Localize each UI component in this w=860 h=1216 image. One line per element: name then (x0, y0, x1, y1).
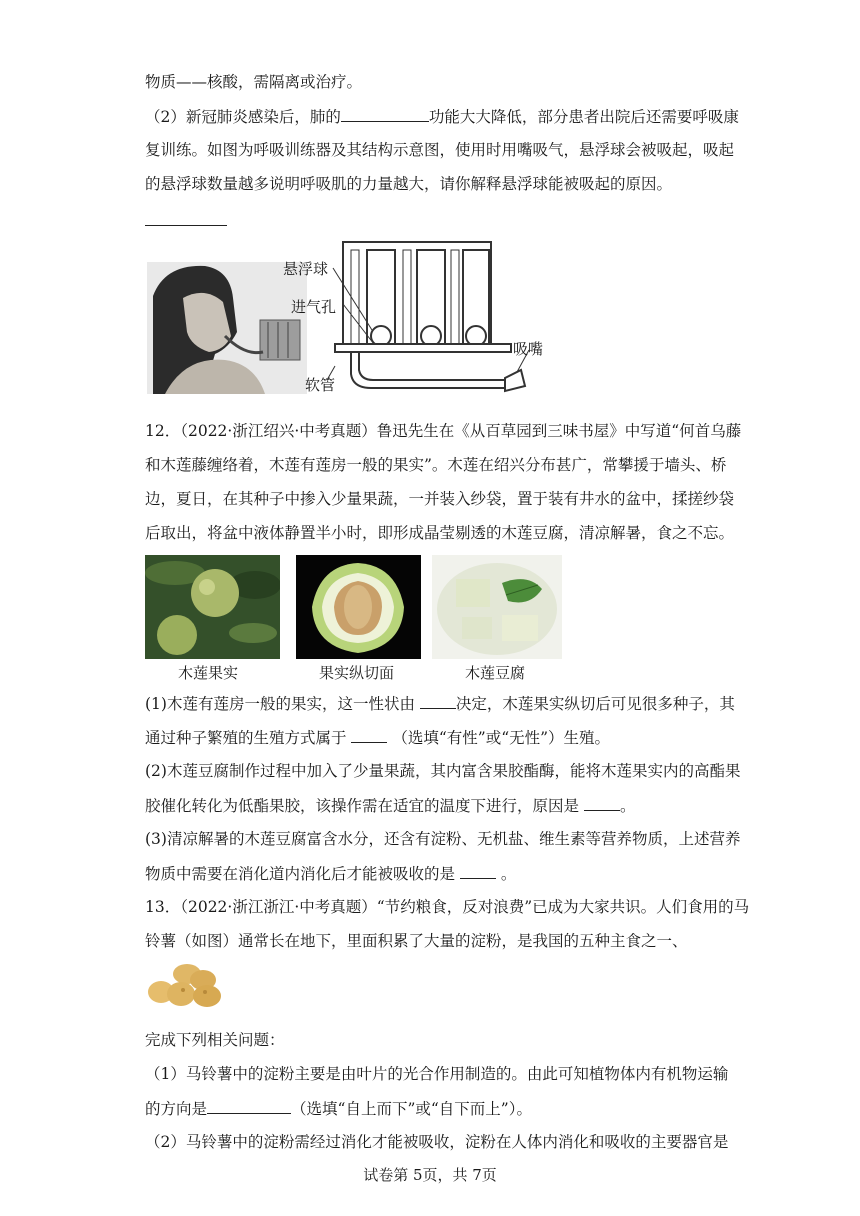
line-text: 13．（2022·浙江浙江·中考真题）“节约粮食，反对浪费”已成为大家共识。人们食用的马 (145, 898, 750, 916)
line-text: 铃薯（如图）通常长在地下，里面积累了大量的淀粉，是我国的五种主食之一、 (145, 932, 688, 950)
text-line (145, 489, 734, 509)
text-line (145, 761, 740, 781)
line-text: 胶催化转化为低酯果胶，该操作需在适宜的温度下进行，原因是 (145, 797, 584, 815)
answer-blank[interactable] (351, 727, 387, 743)
line-text: 功能大大降低，部分患者出院后还需要呼吸康 (428, 108, 739, 126)
text-line (145, 727, 610, 748)
answer-blank[interactable] (145, 210, 227, 226)
line-text: 物质——核酸，需隔离或治疗。 (145, 73, 363, 91)
line-text: （2）新冠肺炎感染后，肺的 (145, 108, 341, 126)
line-text: (2)木莲豆腐制作过程中加入了少量果蔬，其内富含果胶酯酶，能将木莲果实内的高酯果 (145, 762, 741, 780)
answer-blank[interactable] (341, 106, 429, 122)
line-text: 和木莲藤缠络着，木莲有莲房一般的果实”。木莲在绍兴分布甚广，常攀援于墙头、桥 (145, 456, 727, 474)
line-text: （选填“有性”或“无性”）生殖。 (387, 729, 611, 747)
text-line (145, 421, 741, 441)
text-line (145, 174, 672, 194)
line-text: （2）马铃薯中的淀粉需经过消化才能被吸收，淀粉在人体内消化和吸收的主要器官是 (145, 1133, 729, 1151)
photo-caption-tofu: 木莲豆腐 (465, 664, 526, 682)
text-line (145, 1030, 285, 1050)
section-photo (296, 555, 421, 659)
line-text: （1）马铃薯中的淀粉主要是由叶片的光合作用制造的。由此可知植物体内有机物运输 (145, 1065, 729, 1083)
breathing-trainer-illustration (145, 236, 555, 396)
potato-illustration (145, 960, 225, 1010)
line-text: 的方向是 (145, 1100, 208, 1118)
line-text: 通过种子繁殖的生殖方式属于 (145, 729, 352, 747)
line-text: (1)木莲有莲房一般的果实，这一性状由 (145, 695, 420, 713)
answer-blank[interactable] (420, 693, 456, 709)
fruit-photo (145, 555, 280, 659)
figure-label-inlet: 进气孔 (291, 298, 337, 316)
answer-blank[interactable] (460, 863, 496, 879)
line-text: 。 (495, 865, 517, 883)
photo-caption-section: 果实纵切面 (319, 664, 395, 682)
text-line (145, 72, 362, 92)
line-text: 复训练。如图为呼吸训练器及其结构示意图，使用时用嘴吸气，悬浮球会被吸起，吸起 (145, 141, 735, 159)
answer-blank[interactable] (207, 1098, 291, 1114)
line-text: 。 (619, 797, 636, 815)
line-text: 边，夏日，在其种子中掺入少量果蔬，一并装入纱袋，置于装有井水的盆中，揉搓纱袋 (145, 490, 735, 508)
figure-label-mouthpiece: 吸嘴 (513, 340, 544, 358)
text-line (145, 1132, 728, 1152)
line-text: 物质中需要在消化道内消化后才能被吸收的是 (145, 865, 460, 883)
mulian-photo-tofu (432, 555, 562, 659)
text-line (145, 1064, 728, 1084)
text-line (145, 795, 635, 816)
breathing-trainer-figure (145, 236, 555, 396)
text-line (145, 829, 740, 849)
potato-image (145, 960, 225, 1010)
mulian-photo-section (296, 555, 421, 659)
tofu-photo (432, 555, 562, 659)
line-text: 的悬浮球数量越多说明呼吸肌的力量越大，请你解释悬浮球能被吸起的原因。 (145, 175, 673, 193)
text-line (145, 140, 734, 160)
text-line (145, 455, 726, 475)
line-text: 12．（2022·浙江绍兴·中考真题）鲁迅先生在《从百草园到三味书屋》中写道“何首乌藤 (145, 422, 742, 440)
photo-caption-fruit: 木莲果实 (178, 664, 239, 682)
text-line (145, 931, 688, 951)
line-text: 决定，木莲果实纵切后可见很多种子，其 (455, 695, 735, 713)
figure-label-ball: 悬浮球 (283, 260, 329, 278)
text-line (145, 863, 516, 884)
answer-blank[interactable] (584, 795, 620, 811)
text-line (145, 1098, 532, 1119)
line-text: 完成下列相关问题： (145, 1031, 285, 1049)
figure-label-tube: 软管 (305, 376, 336, 394)
line-text: (3)清凉解暑的木莲豆腐富含水分，还含有淀粉、无机盐、维生素等营养物质，上述营养 (145, 830, 741, 848)
text-line (145, 106, 739, 127)
text-line (145, 897, 749, 917)
line-text: （选填“自上而下”或“自下而上”）。 (291, 1100, 532, 1118)
text-line (145, 693, 735, 714)
page-footer: 试卷第 5页，共 7页 (363, 1166, 497, 1184)
text-line (145, 523, 734, 543)
line-text: 后取出，将盆中液体静置半小时，即形成晶莹剔透的木莲豆腐，清凉解暑，食之不忘。 (145, 524, 735, 542)
mulian-photo-fruit (145, 555, 280, 659)
